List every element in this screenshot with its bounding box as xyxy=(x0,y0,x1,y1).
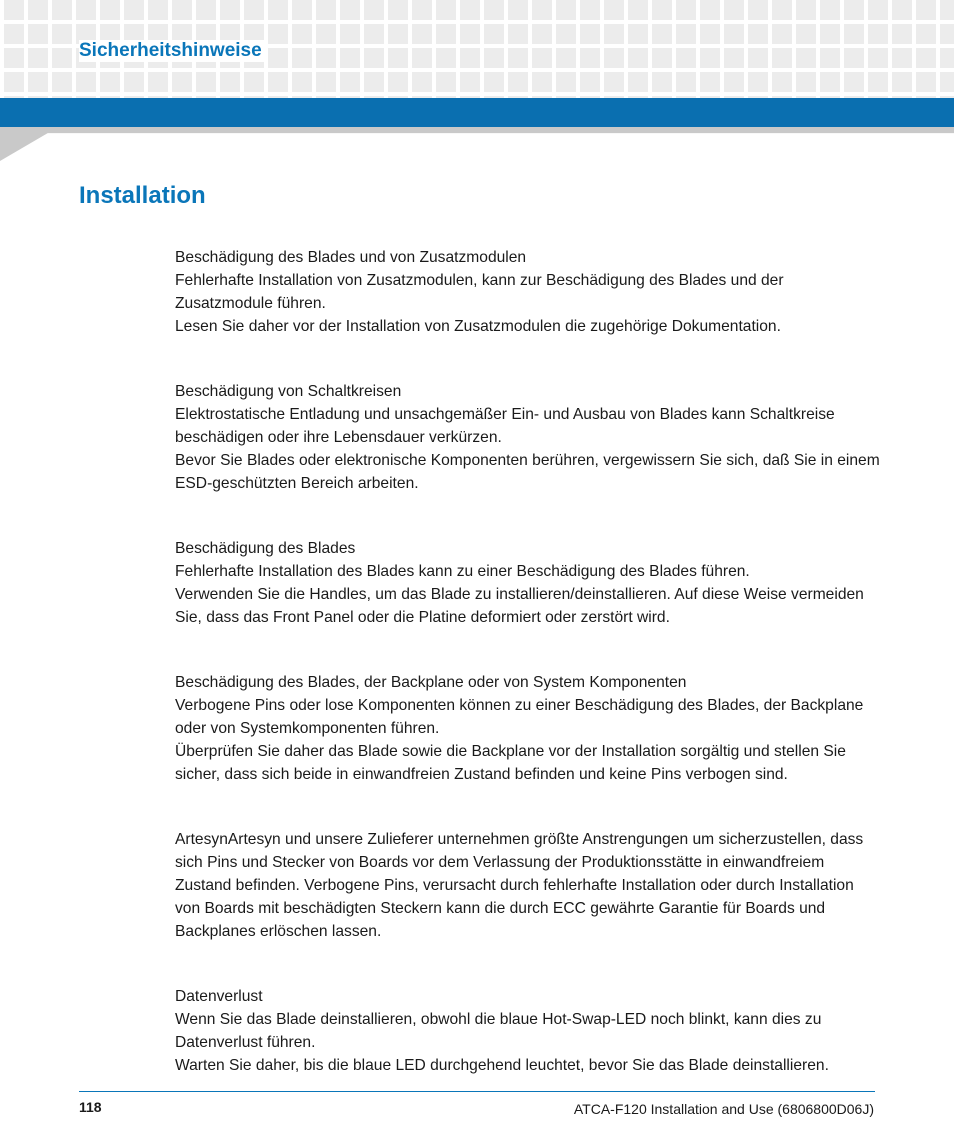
page-number: 118 xyxy=(79,1099,102,1115)
note-heading: Datenverlust xyxy=(175,988,263,1005)
chapter-title: Sicherheitshinweise xyxy=(79,40,266,62)
note-heading: Beschädigung des Blades, der Backplane oder von System Komponenten xyxy=(175,674,687,691)
note-text: Verwenden Sie die Handles, um das Blade zu installieren/deinstallieren. Auf diese Weise vermeiden Sie, dass das Front Panel oder die Platine deformiert oder zerstört wird. xyxy=(175,586,864,626)
note-heading: Beschädigung des Blades xyxy=(175,540,356,557)
note-heading: Beschädigung des Blades und von Zusatzmodulen xyxy=(175,249,527,266)
note-text: Überprüfen Sie daher das Blade sowie die Backplane vor der Installation sorgältig und stellen Sie sicher, dass sich beide in einwandfreien Zustand befinden und keine Pins verbogen sind. xyxy=(175,743,846,783)
note-block xyxy=(175,246,880,338)
note-text: Wenn Sie das Blade deinstallieren, obwohl die blaue Hot-Swap-LED noch blinkt, kann dies zu Datenverlust führen. xyxy=(175,1011,822,1051)
note-text: Fehlerhafte Installation von Zusatzmodulen, kann zur Beschädigung des Blades und der Zusatzmodule führen. xyxy=(175,272,784,312)
note-block xyxy=(175,671,880,786)
note-heading: Beschädigung von Schaltkreisen xyxy=(175,383,402,400)
note-text: Bevor Sie Blades oder elektronische Komponenten berühren, vergewissern Sie sich, daß Sie in einem ESD-geschützten Bereich arbeiten. xyxy=(175,452,880,492)
note-block xyxy=(175,380,880,495)
note-block xyxy=(175,828,880,943)
document-id: ATCA-F120 Installation and Use (6806800D06J) xyxy=(573,1101,874,1117)
footer-divider xyxy=(79,1091,875,1092)
notes-content xyxy=(175,246,880,1119)
note-block xyxy=(175,537,880,629)
note-text: Verbogene Pins oder lose Komponenten können zu einer Beschädigung des Blades, der Backplane oder von Systemkomponenten führen. xyxy=(175,697,864,737)
note-text: Warten Sie daher, bis die blaue LED durchgehend leuchtet, bevor Sie das Blade deinstallieren. xyxy=(175,1057,829,1074)
section-title: Installation xyxy=(79,182,206,209)
header-gray-wedge xyxy=(0,127,954,161)
note-block xyxy=(175,985,880,1077)
header-blue-band xyxy=(0,98,954,127)
note-text: Elektrostatische Entladung und unsachgemäßer Ein- und Ausbau von Blades kann Schaltkreise beschädigen oder ihre Lebensdauer verkürzen. xyxy=(175,406,835,446)
note-text: ArtesynArtesyn und unsere Zulieferer unternehmen größte Anstrengungen um sicherzustellen, dass sich Pins und Stecker von Boards vor dem Verlassung der Produktionsstätte in einwandfreiem Zustand befinden. Verbogene Pins, verursacht durch fehlerhafte Installation oder durch Installation von Boards mit beschädigten Steckern kann die durch ECC gewährte Garantie für Boards und Backplanes erlöschen lassen. xyxy=(175,831,864,940)
note-text: Fehlerhafte Installation des Blades kann zu einer Beschädigung des Blades führen. xyxy=(175,563,750,580)
note-text: Lesen Sie daher vor der Installation von Zusatzmodulen die zugehörige Dokumentation. xyxy=(175,318,781,335)
